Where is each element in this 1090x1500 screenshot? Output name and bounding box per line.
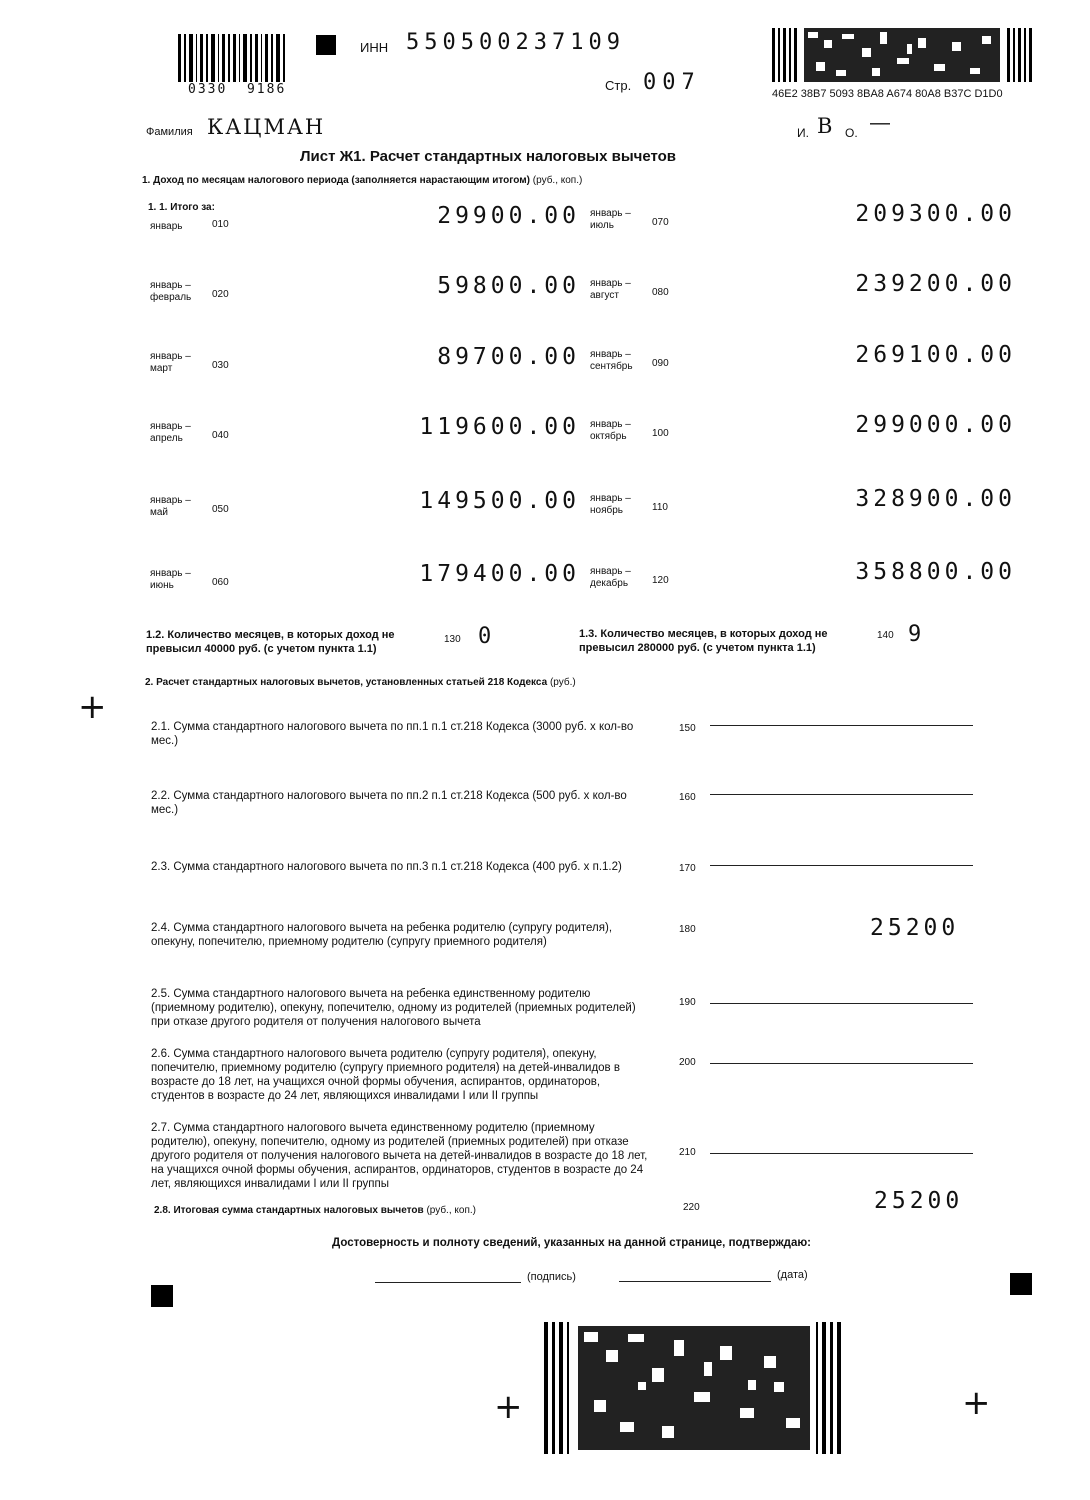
income-line-code: 010	[212, 219, 229, 230]
q12-label: 1.2. Количество месяцев, в которых доход не превысил 40000 руб. (с учетом пункта 1.1)	[146, 629, 395, 655]
deduction-description: 2.4. Сумма стандартного налогового вычета на ребенка родителю (супругу родителя), опекуну, попечителю, приемному родителю (супругу приемного родителя)	[151, 922, 613, 948]
deduction-code: 190	[679, 997, 696, 1008]
deduction-value-line[interactable]	[710, 1063, 973, 1064]
deduction-code: 170	[679, 863, 696, 874]
income-value: 209300.00	[855, 201, 1016, 227]
barcode-number: 0330 9186	[188, 82, 287, 97]
sheet-title: Лист Ж1. Расчет стандартных налоговых вычетов	[300, 148, 677, 165]
deduction-description: 2.2. Сумма стандартного налогового вычета по пп.2 п.1 ст.218 Кодекса (500 руб. х кол-во мес.)	[151, 790, 627, 816]
income-value: 358800.00	[855, 559, 1016, 585]
income-month-label: январь – ноябрь	[590, 493, 631, 516]
q12-value: 0	[478, 624, 496, 649]
income-line-code: 100	[652, 428, 669, 439]
datamatrix-bottom-graphic	[544, 1322, 844, 1456]
q12-code: 130	[444, 634, 461, 645]
total-label: 2.8. Итоговая сумма стандартных налоговых вычетов (руб., коп.)	[154, 1205, 476, 1216]
deduction-value: 25200	[870, 915, 960, 941]
income-month-label: январь – апрель	[150, 421, 191, 444]
document-hash: 46E2 38B7 5093 8BA8 A674 80A8 B37C D1D0	[772, 88, 1003, 100]
date-label: (дата)	[777, 1269, 808, 1281]
income-month-label: январь – февраль	[150, 280, 192, 303]
income-line-code: 060	[212, 577, 229, 588]
income-month-label: январь – август	[590, 278, 631, 301]
deduction-description: 2.6. Сумма стандартного налогового вычета родителю (супругу родителя), опекуну, попечителю, приемному родителю (супругу приемного родителя) на детей-инвалидов в возрасте до 18 лет, на учащихся очной формы обучения, аспирантов, ординаторов, студентов в возрасте до 24 лет, являющихся инвалидами I или II группы	[151, 1048, 620, 1102]
datamatrix-graphic	[772, 28, 1034, 84]
qr-barcode-bottom	[544, 1322, 844, 1461]
section2-heading: 2. Расчет стандартных налоговых вычетов, установленных статьей 218 Кодекса (руб.)	[145, 677, 576, 688]
initial-i-value: В	[817, 114, 833, 138]
surname-value: КАЦМАН	[207, 115, 326, 139]
deduction-code: 200	[679, 1057, 696, 1068]
barcode-graphic	[178, 34, 293, 84]
deduction-value-line[interactable]	[710, 1153, 973, 1154]
crosshair-mark-bottom-left: +	[494, 1387, 523, 1427]
corner-marker-bottom-left	[151, 1285, 173, 1307]
income-value: 299000.00	[855, 412, 1016, 438]
income-month-label: январь – октябрь	[590, 419, 631, 442]
initial-o-value: —	[870, 112, 890, 134]
income-value: 89700.00	[437, 344, 580, 370]
signature-label: (подпись)	[527, 1271, 576, 1283]
total-value: 25200	[874, 1188, 964, 1214]
signature-line[interactable]	[375, 1282, 521, 1283]
income-line-code: 040	[212, 430, 229, 441]
income-line-code: 070	[652, 217, 669, 228]
q13-label: 1.3. Количество месяцев, в которых доход не превысил 280000 руб. (с учетом пункта 1.1)	[579, 628, 828, 654]
page-label: Стр.	[605, 78, 632, 93]
deduction-code: 180	[679, 924, 696, 935]
deduction-value-line[interactable]	[710, 1003, 973, 1004]
total-code: 220	[683, 1202, 700, 1213]
crosshair-mark-bottom-right: +	[962, 1383, 991, 1423]
income-line-code: 030	[212, 360, 229, 371]
income-value: 179400.00	[419, 561, 580, 587]
income-value: 59800.00	[437, 273, 580, 299]
deduction-value-line[interactable]	[710, 725, 973, 726]
q13-code: 140	[877, 630, 894, 641]
deduction-description: 2.3. Сумма стандартного налогового вычета по пп.3 п.1 ст.218 Кодекса (400 руб. х п.1.2)	[151, 861, 622, 873]
inn-value: 550500237109	[406, 30, 625, 55]
deduction-description: 2.7. Сумма стандартного налогового вычета единственному родителю (приемному родителю), опекуну, попечителю, одному из родителей (приемных родителей) при отказе другого родителя от получения налогового вычета на детей-инвалидов в возрасте до 18 лет, на учащихся очной формы обучения, аспирантов, ординаторов, студентов в возрасте до 24 лет, являющихся инвалидами I или II группы	[151, 1122, 648, 1190]
initial-i-label: И.	[797, 126, 809, 140]
income-month-label: январь – сентябрь	[590, 349, 633, 372]
income-value: 269100.00	[855, 342, 1016, 368]
income-value: 328900.00	[855, 486, 1016, 512]
qr-barcode-top-right	[772, 28, 1034, 89]
income-value: 149500.00	[419, 488, 580, 514]
deduction-value-line[interactable]	[710, 794, 973, 795]
corner-marker	[316, 35, 336, 55]
surname-label: Фамилия	[146, 126, 193, 138]
page-number: 007	[643, 70, 701, 95]
crosshair-mark-left: +	[78, 687, 107, 727]
initial-o-label: О.	[845, 126, 858, 140]
income-month-label: январь – июль	[590, 208, 631, 231]
income-month-label: январь – декабрь	[590, 566, 631, 589]
section1-subheading: 1. 1. Итого за:	[148, 202, 215, 213]
income-value: 29900.00	[437, 203, 580, 229]
deduction-value-line[interactable]	[710, 865, 973, 866]
section1-heading: 1. Доход по месяцам налогового периода (заполняется нарастающим итогом) (руб., коп.)	[142, 175, 583, 186]
confirmation-text: Достоверность и полноту сведений, указанных на данной странице, подтверждаю:	[332, 1237, 812, 1249]
date-line[interactable]	[619, 1281, 771, 1282]
income-value: 239200.00	[855, 271, 1016, 297]
q13-value: 9	[908, 622, 926, 647]
deduction-code: 150	[679, 723, 696, 734]
income-line-code: 120	[652, 575, 669, 586]
corner-marker-bottom-right	[1010, 1273, 1032, 1295]
inn-label: ИНН	[360, 40, 389, 55]
deduction-description: 2.5. Сумма стандартного налогового вычета на ребенка единственному родителю (приемному родителю), опекуну, попечителю, одному из родителей (приемных родителей) при отказе другого родителя от получения налогового вычета	[151, 988, 636, 1028]
income-month-label: январь – май	[150, 495, 191, 518]
income-line-code: 080	[652, 287, 669, 298]
income-line-code: 110	[652, 502, 668, 513]
income-month-label: январь – июнь	[150, 568, 191, 591]
deduction-code: 160	[679, 792, 696, 803]
income-month-label: январь – март	[150, 351, 191, 374]
income-month-label: январь	[150, 221, 183, 232]
barcode-top-left	[178, 34, 293, 89]
deduction-description: 2.1. Сумма стандартного налогового вычета по пп.1 п.1 ст.218 Кодекса (3000 руб. х кол-во мес.)	[151, 721, 634, 747]
income-line-code: 050	[212, 504, 229, 515]
income-value: 119600.00	[419, 414, 580, 440]
income-line-code: 090	[652, 358, 669, 369]
income-line-code: 020	[212, 289, 229, 300]
deduction-code: 210	[679, 1147, 696, 1158]
